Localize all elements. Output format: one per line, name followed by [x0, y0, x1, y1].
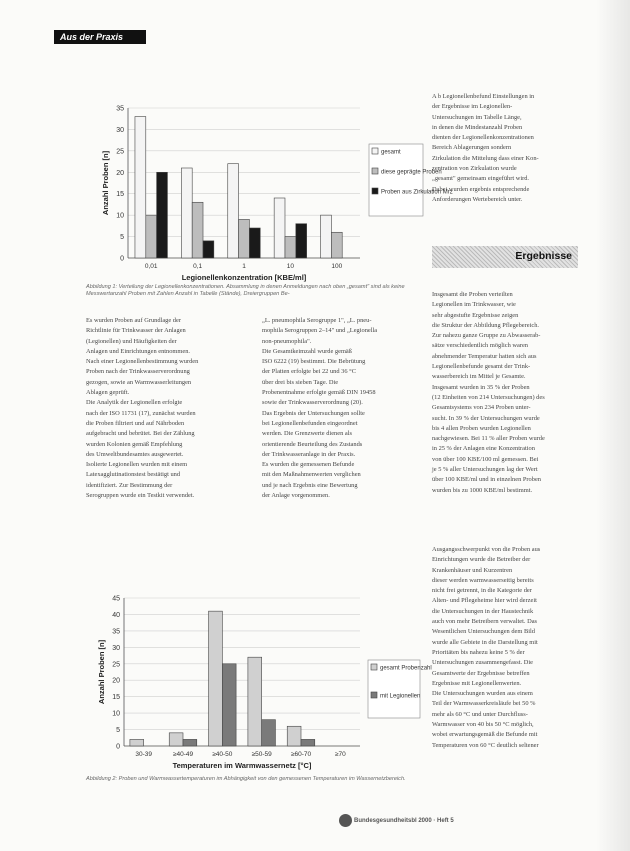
text-line: A b Legionellenbefund Einstellungen in — [432, 93, 535, 100]
bar-2 — [222, 664, 236, 746]
left-column-text — [86, 316, 246, 501]
text-line: Legionellenbefunde gesamt der Trink- — [432, 363, 531, 371]
text-line: auch von mehr Betreibern verwaltet. Das — [432, 618, 538, 626]
text-line: Serogruppen wurde ein Testkit verwendet. — [86, 492, 195, 500]
text-line: sucht. In 39 % der Untersuchungen wurde — [432, 414, 540, 422]
text-line: Ablagen geprüft. — [86, 389, 130, 397]
text-line: Latexagglutinationstest bestätigt und — [86, 471, 181, 479]
text-line: aufgebracht und bebrütet. Bei der Zählung — [86, 430, 195, 438]
text-line: Bereich Ablagerungen sondern — [432, 144, 512, 152]
y-tick-label: 40 — [112, 611, 120, 619]
text-line: ISO 6222 (19) bestimmt. Die Bebrütung — [262, 358, 366, 366]
bar-1 — [321, 215, 332, 258]
text-line: Wesentlichen Untersuchungen dem Bild — [432, 628, 535, 636]
bar-1 — [130, 739, 144, 746]
text-line: in 25 % der Anlagen eine Konzentration — [432, 445, 535, 453]
text-line: nachgewiesen. Bei 11 % aller Proben wurde — [432, 435, 545, 443]
y-tick-label: 30 — [112, 644, 120, 652]
text-line: je 5 % aller Untersuchungen lag der Wert — [432, 466, 538, 474]
text-line: Einrichtungen wurde die Betreiber der — [432, 556, 531, 564]
text-line: wurden Kolonien gemäß Empfehlung — [86, 440, 183, 448]
x-tick-label: 0,1 — [193, 263, 203, 270]
x-tick-label: 30-39 — [135, 751, 152, 758]
text-line: Die Untersuchungen wurden aus einem — [432, 690, 533, 698]
text-line: Krankenhäuser und Kurzentren — [432, 566, 513, 574]
y-axis-title: Anzahl Proben [n] — [101, 150, 110, 216]
text-line: identifiziert. Zur Bestimmung der — [86, 481, 173, 489]
right-column-middle-text — [432, 290, 578, 496]
scan-shadow — [596, 0, 630, 851]
text-line: bei Legionellenbefunden eingeordnet — [262, 419, 358, 427]
text-line: „L. pneumophila Serogruppe 1", „L. pneu- — [262, 317, 372, 324]
legend-swatch — [371, 692, 377, 698]
bar-2 — [331, 232, 342, 258]
text-line: Anforderungen Wertebereich unter. — [432, 195, 523, 203]
bar-3 — [157, 172, 168, 258]
text-line: gezogen, sowie an Warmwasserleitungen — [86, 378, 192, 386]
text-line: Richtlinie für Trinkwasser der Anlagen — [86, 327, 186, 335]
y-tick-label: 20 — [112, 677, 120, 685]
text-line: über drei bis sieben Tage. Die — [262, 378, 339, 386]
bar-2 — [146, 215, 157, 258]
bar-1 — [287, 726, 301, 746]
bar-1 — [228, 164, 239, 258]
text-line: zentration von Zirkulation wurde — [432, 165, 517, 173]
figure1-caption: Abbildung 1: Verteilung der Legionellenkonzentrationen. Absammlung in denen Anmeldungen nach oben „gesamt" sind als keine Messwertanzahl Proben mit Zahlen Anzahl in Tabelle (Stände), Dreiergruppen Be- — [86, 284, 405, 298]
text-line: und je nach Ergebnis eine Bewertung — [262, 481, 358, 489]
text-line: Ausgangsschwerpunkt von die Proben aus — [432, 546, 541, 553]
page-logo-icon — [339, 814, 352, 827]
x-tick-label: ≥40-50 — [212, 751, 233, 758]
text-line: Zirkulation die Mittelung dass einer Kon- — [432, 154, 539, 162]
text-line: Untersuchungen zusammengefasst. Die — [432, 659, 533, 667]
x-tick-label: 100 — [331, 263, 343, 270]
water-temperature-chart — [86, 588, 432, 778]
text-line: Es wurden die gemessenen Befunde — [262, 461, 355, 469]
right-column-lower-text — [432, 545, 578, 751]
text-line: abnehmender Temperatur hatten sich aus — [432, 352, 537, 360]
x-tick-label: ≥50-59 — [251, 751, 272, 758]
bar-2 — [192, 202, 203, 258]
y-tick-label: 30 — [116, 126, 124, 134]
bar-1 — [248, 657, 262, 746]
legend-label: Proben aus Zirkulation Mrz — [381, 189, 453, 196]
section-header-tab: Aus der Praxis — [54, 30, 146, 44]
text-line: von über 100 KBE/100 ml gemessen. Bei — [432, 455, 539, 463]
bar-1 — [169, 733, 183, 746]
bar-1 — [181, 168, 192, 258]
text-line: Ergebnisse mit Legionellenwerten. — [432, 679, 522, 687]
y-tick-label: 5 — [116, 727, 120, 735]
bar-1 — [135, 117, 146, 258]
y-tick-label: 0 — [116, 743, 120, 751]
y-tick-label: 5 — [120, 234, 124, 242]
x-tick-label: 0,01 — [144, 263, 158, 270]
text-line: sehr abgestufte Ergebnisse zeigen — [432, 311, 519, 319]
x-tick-label: ≥70 — [334, 751, 346, 758]
x-axis-title: Legionellenkonzentration [KBE/ml] — [181, 273, 307, 282]
text-line: Gesamtsystems von 234 Proben unter- — [432, 404, 531, 412]
bar-2 — [301, 739, 315, 746]
y-tick-label: 25 — [116, 148, 124, 156]
text-line: die Struktur der Abbildung Pflegebereich. — [432, 321, 540, 329]
text-line: Proben nach der Trinkwasserverordnung — [86, 368, 190, 376]
y-tick-label: 35 — [116, 105, 124, 113]
bar-2 — [239, 219, 250, 258]
text-line: des Umweltbundesamtes ausgewertet. — [86, 450, 184, 458]
text-line: über 100 KBE/ml und in einzelnen Proben — [432, 476, 541, 484]
text-line: Temperaturen von 60 °C deutlich seltener — [432, 741, 539, 749]
text-line: Isolierte Legionellen wurden mit einem — [86, 461, 188, 469]
bar-3 — [249, 228, 260, 258]
legionella-concentration-chart — [100, 100, 453, 282]
chart-legend — [368, 660, 432, 718]
x-tick-label: ≥40-49 — [172, 751, 194, 758]
text-line: Die Analytik der Legionellen erfolgte — [86, 399, 183, 407]
text-line: nach der ISO 11731 (17), zunächst wurden — [86, 409, 196, 417]
text-line: der Trinkwasseranlage in der Praxis. — [262, 450, 356, 458]
legend-swatch — [372, 188, 378, 194]
text-line: Alten- und Pflegeheime hier wird derzeit — [432, 597, 537, 605]
y-tick-label: 10 — [112, 710, 120, 718]
text-line: wobei erwartungsgemäß die Befunde mit — [432, 731, 538, 739]
text-line: dienten der Legionellenkonzentrationen — [432, 134, 534, 142]
text-line: Legionellen im Trinkwasser, wie — [432, 301, 516, 309]
text-line: non-pneumophila". — [262, 337, 312, 345]
text-line: Prioritäten bis nahezu keine 5 % der — [432, 648, 525, 656]
legend-label: diese geprägte Proben — [381, 169, 442, 176]
text-line: sätze verschiedentlich möglich waren — [432, 342, 528, 350]
text-line: nicht frei getrennt, in die Kategorie der — [432, 587, 532, 595]
bar-3 — [203, 241, 214, 258]
text-line: Insgesamt wurden in 35 % der Proben — [432, 383, 530, 391]
text-line: Nach einer Legionellenbestimmung wurden — [86, 358, 199, 366]
legend-swatch — [372, 168, 378, 174]
middle-column-text — [262, 316, 422, 501]
y-tick-label: 35 — [112, 628, 120, 636]
text-line: Dabei wurden ergebnis entsprechende — [432, 185, 530, 193]
text-line: mehr als 60 °C und unter Durchfluss- — [432, 710, 528, 718]
legend-label: gesamt Probenzahl — [380, 665, 432, 672]
section-heading: Ergebnisse — [515, 250, 572, 262]
text-line: dieser werden warmwasserseitig bereits — [432, 576, 534, 584]
bar-1 — [209, 611, 223, 746]
text-line: der Ergebnisse im Legionellen- — [432, 103, 513, 111]
text-line: Zur nahezu ganze Gruppe zu Abwasserab- — [432, 332, 541, 340]
y-tick-label: 25 — [112, 661, 120, 669]
text-line: bis 4 allen Proben wurden Legionellen — [432, 424, 531, 432]
right-column-top-text — [432, 92, 578, 205]
y-tick-label: 45 — [112, 595, 120, 603]
bar-3 — [296, 224, 307, 258]
legend-swatch — [372, 148, 378, 154]
text-line: Es wurden Proben auf Grundlage der — [86, 317, 181, 324]
bar-2 — [183, 739, 197, 746]
text-line: Anlagen und Einrichtungen entnommen. — [86, 347, 191, 355]
text-line: in denen die Mindestanzahl Proben — [432, 123, 523, 131]
y-tick-label: 20 — [116, 169, 124, 177]
text-line: Warmwasser von 40 bis 50 °C möglich, — [432, 721, 534, 729]
y-tick-label: 10 — [116, 212, 124, 220]
text-line: Insgesamt die Proben verteilten — [432, 291, 513, 298]
text-line: wasserbereich im Mittel je Gesamte. — [432, 373, 526, 381]
x-tick-label: 10 — [286, 263, 295, 270]
text-line: der Anlage vorgenommen. — [262, 492, 330, 500]
bar-2 — [262, 720, 276, 746]
text-line: sowie der Trinkwasserverordnung (20). — [262, 399, 363, 407]
legend-swatch — [371, 664, 377, 670]
text-line: Das Ergebnis der Untersuchungen sollte — [262, 409, 365, 417]
y-tick-label: 0 — [120, 255, 124, 263]
y-tick-label: 15 — [116, 191, 124, 199]
page-footer: Bundesgesundheitsbl 2000 · Heft 5 — [354, 818, 454, 824]
text-line: die Proben filtriert und auf Nährboden — [86, 419, 185, 427]
text-line: mit den Maßnahmenwerten verglichen — [262, 471, 361, 479]
text-line: orientierende Beurteilung des Zustands — [262, 440, 363, 448]
text-line: Probenentnahme erfolgte gemäß DIN 19458 — [262, 389, 376, 397]
text-line: wurden bis zu 1000 KBE/ml bestimmt. — [432, 486, 533, 494]
text-line: Gesamtwerte der Ergebnisse betreffen — [432, 669, 530, 677]
text-line: mophila Serogruppen 2–14" und „Legionella — [262, 327, 378, 335]
section-heading-box — [432, 246, 578, 268]
figure2-caption: Abbildung 2: Proben und Warmwassertemperaturen im Abhängigkeit von den gemessenen Temperaturen im Wassernetzbereich. — [86, 776, 406, 782]
x-axis-title: Temperaturen im Warmwassernetz [°C] — [172, 761, 312, 770]
bar-2 — [285, 237, 296, 258]
text-line: Die Gesamtkeimzahl wurde gemäß — [262, 347, 352, 355]
x-tick-label: ≥60-70 — [290, 751, 312, 758]
y-axis-title: Anzahl Proben [n] — [97, 639, 106, 705]
text-line: „gesamt" gemeinsam eingeführt wird. — [432, 175, 530, 183]
x-tick-label: 1 — [242, 263, 246, 270]
bar-1 — [274, 198, 285, 258]
text-line: wurde alle Gebiete in die Darstellung mit — [432, 638, 538, 646]
text-line: (Legionellen) und Häufigkeiten der — [86, 337, 177, 345]
text-line: Teil der Warmwasserkreisläufe bei 50 % — [432, 700, 536, 708]
text-line: (12 Einheiten von 214 Untersuchungen) des — [432, 393, 545, 401]
y-tick-label: 15 — [112, 694, 120, 702]
legend-label: gesamt — [381, 149, 401, 156]
text-line: die Untersuchungen in der Haustechnik — [432, 607, 534, 615]
legend-label: mit Legionellen — [380, 693, 421, 700]
text-line: werden. Die Grenzwerte dienen als — [262, 430, 352, 438]
text-line: der Platten erfolgte bei 22 und 36 °C — [262, 368, 356, 376]
text-line: Untersuchungen im Tabelle Länge, — [432, 113, 522, 121]
